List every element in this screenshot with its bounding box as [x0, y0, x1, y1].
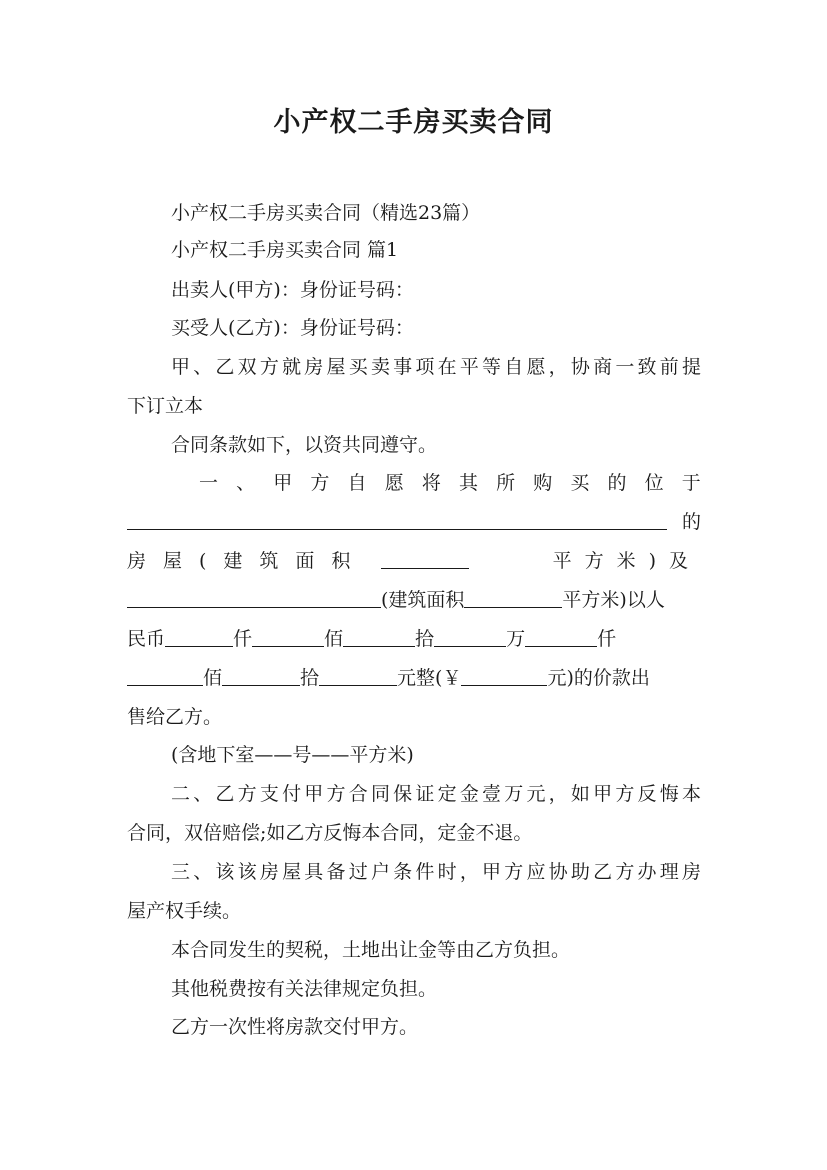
paragraph: 买受人(乙方)：身份证号码： [171, 317, 414, 339]
clause-one-line [127, 585, 701, 615]
clause-text: 佰 [324, 628, 344, 650]
clause-one-line [127, 468, 701, 498]
blank-field [461, 665, 547, 686]
clause-text: 平方米)及 [552, 550, 701, 572]
clause-text: 的 [681, 511, 701, 533]
blank-field [127, 665, 203, 686]
paragraph: 本合同发生的契税，土地出让金等由乙方负担。 [171, 939, 571, 961]
clause-text: 拾 [300, 667, 320, 689]
document-title: 小产权二手房买卖合同 [273, 107, 554, 138]
clause-one-line [127, 624, 701, 654]
clause-text: 元)的价款出 [547, 667, 650, 689]
blank-field [127, 587, 381, 608]
blank-field [525, 626, 597, 647]
blank-field [343, 626, 415, 647]
paragraph: 小产权二手房买卖合同 篇1 [171, 239, 399, 261]
paragraph-continuation: 下订立本 [127, 395, 204, 417]
clause-text: 仟 [597, 628, 617, 650]
clause-text: 拾 [415, 628, 435, 650]
paragraph: 乙方一次性将房款交付甲方。 [171, 1016, 419, 1038]
blank-field [319, 665, 397, 686]
blank-field [165, 626, 233, 647]
clause-text: 平方米)以人 [562, 589, 665, 611]
paragraph: 甲、乙双方就房屋买卖事项在平等自愿，协商一致前提 [171, 356, 701, 378]
blank-field [127, 509, 667, 530]
clause-text: 民币 [127, 628, 166, 650]
clause-one-line [127, 546, 701, 576]
paragraph: 出卖人(甲方)：身份证号码： [171, 279, 414, 301]
blank-field [252, 626, 324, 647]
paragraph-continuation: 屋产权手续。 [127, 900, 242, 922]
clause-one-line [127, 507, 701, 537]
clause-text: 佰 [203, 667, 223, 689]
paragraph: (含地下室——号——平方米) [171, 744, 414, 766]
clause-text: 仟 [233, 628, 253, 650]
clause-text: (建筑面积 [381, 589, 465, 611]
clause-one-line: 售给乙方。 [127, 706, 223, 728]
blank-field [222, 665, 300, 686]
paragraph-continuation: 合同，双倍赔偿;如乙方反悔本合同，定金不退。 [127, 822, 533, 844]
clause-text: 元整(￥ [397, 667, 462, 689]
clause-text: 房屋(建筑面积 [127, 550, 368, 572]
paragraph: 三、该该房屋具备过户条件时，甲方应协助乙方办理房 [171, 861, 701, 883]
blank-field [464, 587, 562, 608]
clause-one-line [127, 663, 701, 693]
paragraph: 其他税费按有关法律规定负担。 [171, 978, 438, 1000]
paragraph: 合同条款如下，以资共同遵守。 [171, 434, 438, 456]
paragraph: 二、乙方支付甲方合同保证定金壹万元，如甲方反悔本 [171, 783, 701, 805]
clause-text: 一、甲方自愿将其所购买的位于 [199, 472, 701, 494]
blank-field [381, 548, 469, 569]
clause-text: 万 [506, 628, 526, 650]
paragraph: 小产权二手房买卖合同（精选23篇） [171, 202, 481, 224]
blank-field [434, 626, 506, 647]
